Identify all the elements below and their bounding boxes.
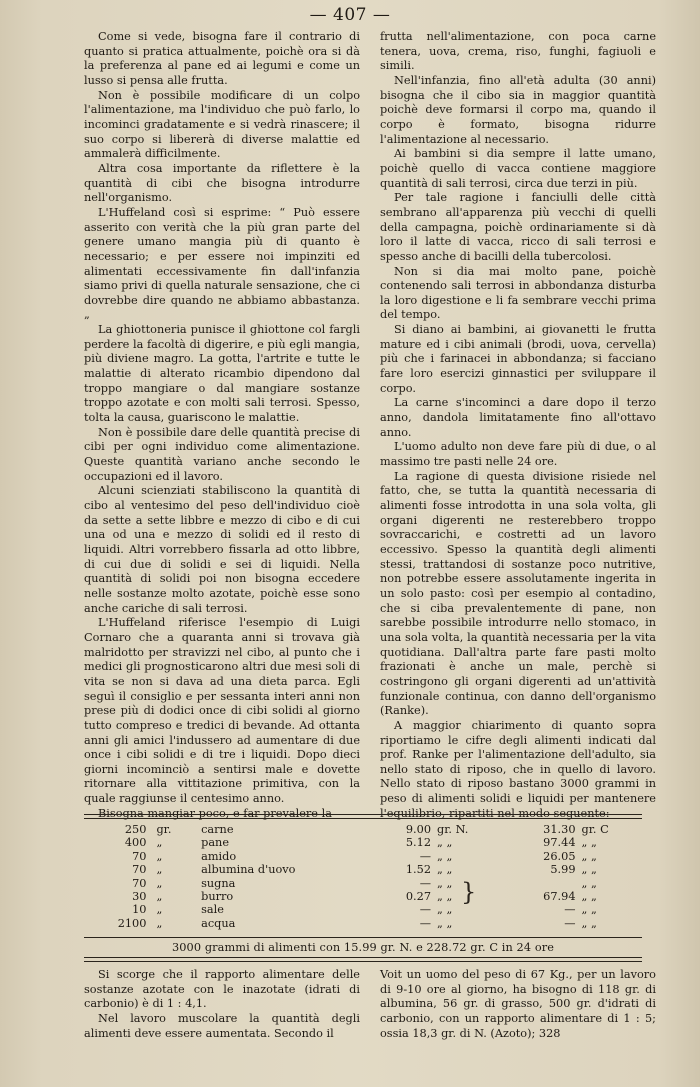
cell-c-unit: „ „ <box>581 849 597 863</box>
cell-n-unit: „ „ <box>437 890 453 904</box>
paragraph: Altra cosa importante da riflettere è la quantità di cibi che bisogna introdurre nell'organismo. <box>84 161 360 205</box>
cell-name: albumina d'uovo <box>201 863 296 877</box>
table-row <box>96 850 636 863</box>
paragraph: Per tale ragione i fanciulli delle città sembrano all'apparenza più vecchi di quelli della campagna, poichè ordinariamente si dà loro il latte di vacca, ricco di sali terrosi e spesso anche di bacilli della tubercolosi. <box>380 191 656 263</box>
table-row <box>96 890 636 903</box>
cell-unit: „ <box>156 849 163 863</box>
left-column <box>84 30 360 820</box>
cell-qty: 2100 <box>117 916 147 930</box>
paragraph: A maggior chiarimento di quanto sopra riportiamo le cifre degli alimenti indicati dal prof. Ranke per l'alimentazione dell'adulto, sia nello stato di riposo, che in quello di lavoro. Nello stato di riposo bastano 3000 grammi in peso di alimenti solidi e liquidi per mantenere l'equilibrio, ripartiti nel modo seguente: <box>380 718 656 820</box>
cell-c-unit: „ „ <box>581 903 597 917</box>
paragraph: Non è possibile dare delle quantità precise di cibi per ogni individuo come alimentazione. Queste quantità variano anche secondo le occupazioni ed il lavoro. <box>84 425 360 483</box>
cell-unit: „ <box>156 876 163 890</box>
cell-n: — <box>419 916 432 930</box>
cell-n-unit: „ „ <box>437 836 453 850</box>
cell-n-unit: „ „ <box>437 916 453 930</box>
cell-name: sugna <box>201 876 236 890</box>
total-top-rule <box>84 937 642 938</box>
paragraph: Si scorge che il rapporto alimentare delle sostanze azotate con le inazotate (idrati di carbonio) è di 1 : 4,1. <box>84 968 360 1011</box>
cell-unit: „ <box>156 863 163 877</box>
cell-n: — <box>419 903 432 917</box>
cell-c: 97.44 <box>543 836 576 850</box>
cell-c-unit: „ „ <box>581 836 597 850</box>
cell-n: — <box>419 876 432 890</box>
paragraph: Alcuni scienziati stabiliscono la quantità di cibo al ventesimo del peso dell'individuo cioè da sette a sette libbre e mezzo di cibo e di cui una od una e mezzo di solidi ed il resto di liquidi. Altri vorrebbero fissarla ad otto libbre, di cui due di solidi e sei di liquidi. Nella quantità di solidi poi non bisogna eccedere nelle sostanze molto azotate, poichè esse sono anche cariche di sali terrosi. <box>84 484 360 615</box>
paragraph: frutta nell'alimentazione, con poca carne tenera, uova, crema, riso, funghi, fagiuoli e simili. <box>380 30 656 73</box>
table-row <box>96 823 636 836</box>
cell-name: amido <box>201 849 237 863</box>
paragraph: Ai bambini si dia sempre il latte umano, poichè quello di vacca contiene maggiore quantità di sali terrosi, circa due terzi in più. <box>380 147 656 190</box>
bottom-left-column <box>84 968 360 1041</box>
cell-qty: 30 <box>132 890 147 904</box>
table-row <box>96 903 636 916</box>
table-row <box>96 863 636 876</box>
cell-qty: 70 <box>132 876 147 890</box>
table-row <box>96 917 636 930</box>
right-column <box>380 30 656 820</box>
paragraph: Si diano ai bambini, ai giovanetti le frutta mature ed i cibi animali (brodi, uova, cervella) più che i farinacei in abbondanza; si facciano fare loro esercizi ginnastici per sviluppare il corpo. <box>380 323 656 395</box>
cell-c-unit: gr. C <box>581 823 609 836</box>
cell-c: — <box>564 916 576 930</box>
table-row <box>96 877 636 890</box>
cell-c-unit: „ „ <box>581 863 597 877</box>
paragraph: Non si dia mai molto pane, poichè contenendo sali terrosi in abbondanza disturba la loro digestione e li fa sembrare vecchi prima del tempo. <box>380 264 656 322</box>
paragraph: L'Huffeland così si esprime: “ Può essere asserito con verità che la più gran parte del genere umano mangia più di quanto è necessario; e per essere noi impinziti ed alimentati eccessivamente fin dall'infanzia siamo privi di quella naturale sensazione, che ci dovrebbe dire quando ne abbiamo abbastanza. „ <box>84 205 360 322</box>
cell-unit: gr. <box>156 823 172 836</box>
paragraph: La ghiottoneria punisce il ghiottone col fargli perdere la facoltà di digerire, e più egli mangia, più diviene magro. La gotta, l'artrite e tutte le malattie di alterato ricambio dipendono dal troppo mangiare o dal mangiare sostanze troppo azotate e con molti sali terrosi. Spesso, tolta la causa, guariscono le malattie. <box>84 323 360 425</box>
cell-unit: „ <box>156 903 163 917</box>
paragraph: Bisogna mangiar poco, e far prevalere la <box>98 806 332 820</box>
cell-qty: 10 <box>132 903 147 917</box>
cell-name: sale <box>201 903 224 917</box>
paragraph: L'Huffeland riferisce l'esempio di Luigi Cornaro che a quaranta anni si trovava già malridotto per stravizzi nel cibo, al punto che i medici gli prognosticarono altri due mesi soli di vita se non si dava ad una dieta parca. Egli seguì il consiglio e per sessanta interi anni non prese più di dodici once di cibi solidi al giorno tutto compreso e tredici di bevande. Ad ottanta anni gli amici l'indussero ad aumentare di due once i cibi solidi e di tre i liquidi. Dopo dieci giorni incominciò a sentirsi male e dovette ritornare alla vittitazione primitiva, con la quale raggiunse il centesimo anno. <box>84 616 360 806</box>
table-bottom-rule <box>84 961 642 962</box>
cell-qty: 70 <box>132 863 147 877</box>
bottom-right-column <box>380 968 656 1041</box>
table-top-rule <box>84 814 642 815</box>
cell-n: 9.00 <box>405 823 432 836</box>
cell-c-unit: „ „ <box>581 890 597 904</box>
cell-n: 1.52 <box>405 863 432 877</box>
cell-c: 67.94 <box>543 890 576 904</box>
cell-name: carne <box>201 823 234 836</box>
paragraph: La ragione di questa divisione risiede nel fatto, che, se tutta la quantità necessaria di alimenti fosse introdotta in una sola volta, gli organi digerenti ne resterebbero troppo sovraccarichi, e costretti ad un lavoro eccessivo. Spesso la quantità degli alimenti stessi, trattandosi di sostanze poco nutritive, non potrebbe essere assolutamente ingerita in un solo pasto: così per esempio al contadino, che si ciba prevalentemente di pane, non sarebbe possibile introdurre nello stomaco, in una sola volta, la quantità necessaria per la vita quotidiana. Dall'altra parte fare pasti molto frazionati è anche un male, perchè si costringono gli organi digerenti ad un'attività funzionale continua, con danno dell'organismo (Ranke). <box>380 469 656 718</box>
cell-c-unit: „ „ <box>581 876 597 890</box>
cell-qty: 250 <box>124 823 147 836</box>
table-brace: } <box>461 878 477 906</box>
body-columns <box>84 30 656 820</box>
table-total: 3000 grammi di alimenti con 15.99 gr. N. e 228.72 gr. C in 24 ore <box>171 941 555 954</box>
cell-n: 5.12 <box>405 836 432 850</box>
cell-n-unit: „ „ <box>437 876 453 890</box>
cell-unit: „ <box>156 916 163 930</box>
bottom-columns <box>84 968 656 1041</box>
cell-n: — <box>419 849 432 863</box>
cell-name: pane <box>201 836 230 850</box>
food-table <box>96 823 636 930</box>
cell-n-unit: „ „ <box>437 849 453 863</box>
cell-qty: 400 <box>124 836 147 850</box>
cell-c: 31.30 <box>543 823 576 836</box>
paragraph: Voit un uomo del peso di 67 Kg., per un lavoro di 9-10 ore al giorno, ha bisogno di 118 gr. di albumina, 56 gr. di grasso, 500 gr. d'idrati di carbonio, con un rapporto alimentare di 1 : 5; ossia 18,3 gr. di N. (Azoto); 328 <box>380 968 656 1040</box>
paragraph: Come si vede, bisogna fare il contrario di quanto si pratica attualmente, poichè ora si dà la preferenza al pane ed ai legumi e come un lusso si pensa alle frutta. <box>84 30 360 87</box>
paragraph: Nell'infanzia, fino all'età adulta (30 anni) bisogna che il cibo sia in maggior quantità poichè deve formarsi il corpo ma, quando il corpo è formato, bisogna ridurre l'alimentazione al necessario. <box>380 73 656 146</box>
paragraph: Non è possibile modificare di un colpo l'alimentazione, ma l'individuo che può farlo, lo incominci gradatamente e si vedrà rinascere; il suo corpo si libererà di diverse malattie ed ammalerà difficilmente. <box>84 88 360 161</box>
cell-c: 26.05 <box>543 849 576 863</box>
cell-c-unit: „ „ <box>581 916 597 930</box>
total-bottom-rule <box>84 957 642 958</box>
cell-unit: „ <box>156 890 163 904</box>
paragraph: La carne s'incominci a dare dopo il terzo anno, dandola limitatamente fino all'ottavo anno. <box>380 396 656 439</box>
cell-c: 5.99 <box>550 863 576 877</box>
cell-c <box>518 877 576 890</box>
cell-qty: 70 <box>132 849 147 863</box>
cell-name: acqua <box>201 916 236 930</box>
page-number: — 407 — <box>309 5 391 25</box>
cell-unit: „ <box>156 836 163 850</box>
cell-name: burro <box>201 890 234 904</box>
cell-n-unit: „ „ <box>437 903 453 917</box>
cell-n-unit: „ „ <box>437 863 453 877</box>
cell-n: 0.27 <box>405 890 432 904</box>
cell-n-unit: gr. N. <box>437 823 469 836</box>
cell-c: — <box>564 903 576 917</box>
paragraph: L'uomo adulto non deve fare più di due, o al massimo tre pasti nelle 24 ore. <box>380 440 656 469</box>
table-row <box>96 836 636 849</box>
paragraph: Nel lavoro muscolare la quantità degli alimenti deve essere aumentata. Secondo il <box>84 1011 360 1040</box>
table-top-rule-thin <box>84 818 642 819</box>
